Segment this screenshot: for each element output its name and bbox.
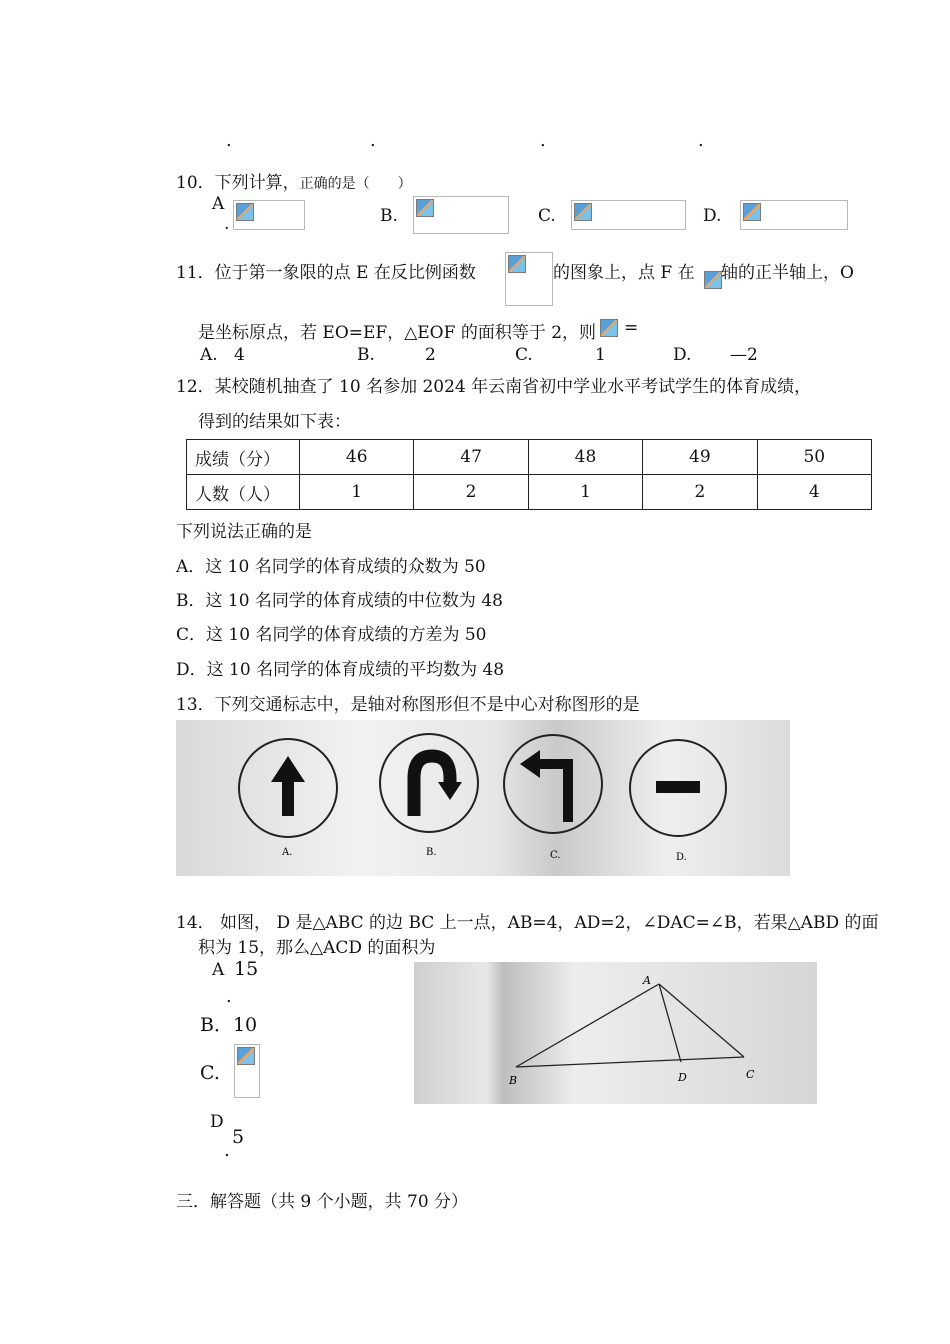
stray-dot: .: [540, 130, 546, 151]
q14-option-d-dot: .: [224, 1140, 230, 1161]
q14-option-c-label: C.: [200, 1062, 220, 1084]
sign-c-label: C.: [550, 850, 561, 861]
q11-option-c-label: C.: [515, 345, 533, 365]
broken-image-icon: [508, 255, 526, 273]
q12-choice-b: B．这 10 名同学的体育成绩的中位数为 48: [176, 591, 503, 611]
turn-left-sign-icon: [504, 735, 602, 833]
q14-line1: 14． 如图， D 是△ABC 的边 BC 上一点，AB=4，AD=2，∠DAC=∠B，若果△ABD 的面: [176, 913, 879, 933]
table-row: [187, 440, 872, 475]
sign-d-label: D.: [676, 852, 687, 863]
q11-function-image: [505, 252, 553, 306]
table-cell: 1: [300, 475, 414, 510]
stray-dot: .: [226, 130, 232, 151]
broken-image-icon: [600, 319, 618, 337]
table-cell: 1: [528, 475, 642, 510]
q13-stem: 13．下列交通标志中，是轴对称图形但不是中心对称图形的是: [176, 695, 640, 715]
table-row-header: 人数（人）: [187, 475, 300, 510]
q12-choice-d: D．这 10 名同学的体育成绩的平均数为 48: [176, 660, 505, 680]
q14-option-d-label: D: [210, 1112, 224, 1132]
sign-a-label: A.: [282, 847, 293, 858]
no-entry-sign-icon: [630, 740, 726, 836]
table-row: [187, 475, 872, 510]
q10-option-c-formula-image: [571, 200, 686, 230]
table-row-header: 成绩（分）: [187, 440, 300, 475]
q10-option-a-label: A: [212, 194, 225, 214]
q10-stem: 10．下列计算，正确的是（ ）: [176, 173, 412, 193]
vertex-d-label: D: [678, 1071, 687, 1084]
broken-image-icon: [743, 203, 761, 221]
q14-option-a-label: A: [212, 960, 225, 980]
u-turn-sign-icon: [380, 734, 478, 832]
q11-option-c-value: 1: [595, 345, 606, 365]
q10-option-c-label: C.: [538, 206, 556, 226]
q12-line1: 12．某校随机抽查了 10 名参加 2024 年云南省初中学业水平考试学生的体育成绩，: [176, 377, 812, 397]
q12-choice-a: A．这 10 名同学的体育成绩的众数为 50: [176, 557, 486, 577]
q11-line1-a: 11．位于第一象限的点 E 在反比例函数: [176, 263, 476, 283]
traffic-signs-figure: [176, 720, 790, 876]
q11-line1-b: 的图象上，点 F 在: [553, 263, 695, 283]
table-cell: 46: [300, 440, 414, 475]
sign-b-label: B.: [426, 847, 437, 858]
vertex-a-label: A: [643, 974, 651, 987]
q14-option-a-dot: .: [226, 986, 232, 1007]
table-cell: 4: [757, 475, 871, 510]
q11-line2-a: 是坐标原点，若 EO=EF，△EOF 的面积等于 2，则: [198, 323, 597, 343]
stray-dot: .: [370, 130, 376, 151]
q14-line2: 积为 15，那么△ACD 的面积为: [198, 938, 436, 958]
table-cell: 2: [414, 475, 528, 510]
q12-choice-c: C．这 10 名同学的体育成绩的方差为 50: [176, 625, 487, 645]
q11-option-a-value: 4: [234, 345, 245, 365]
q12-prompt: 下列说法正确的是: [176, 522, 312, 542]
q10-option-b-label: B.: [380, 206, 398, 226]
vertex-b-label: B: [509, 1074, 518, 1087]
broken-image-icon: [704, 271, 722, 289]
q11-line2-b: =: [624, 318, 639, 338]
q10-option-a-dot: .: [224, 214, 230, 234]
broken-image-icon: [237, 1047, 255, 1065]
q11-k-image: [597, 316, 619, 340]
q12-line2: 得到的结果如下表：: [198, 412, 351, 432]
q10-option-d-label: D.: [703, 206, 722, 226]
triangle-abc-figure: [414, 962, 817, 1104]
broken-image-icon: [574, 203, 592, 221]
q11-option-d-value: —2: [730, 345, 758, 365]
q10-option-b-formula-image: [413, 196, 509, 234]
table-cell: 47: [414, 440, 528, 475]
vertex-c-label: C: [746, 1068, 755, 1081]
table-cell: 48: [528, 440, 642, 475]
q14-option-a-value: 15: [234, 958, 259, 980]
table-cell: 2: [643, 475, 757, 510]
q11-option-b-label: B.: [357, 345, 375, 365]
q14-option-c-formula-image: [234, 1044, 260, 1098]
broken-image-icon: [236, 203, 254, 221]
stray-dot: .: [698, 130, 704, 151]
q10-option-d-formula-image: [740, 200, 848, 230]
table-cell: 50: [757, 440, 871, 475]
q11-line1-c: 轴的正半轴上，O: [721, 263, 854, 283]
section-3-heading: 三．解答题（共 9 个小题，共 70 分）: [176, 1192, 469, 1212]
score-table: [186, 439, 872, 510]
q11-axis-image: [701, 268, 723, 290]
q11-option-b-value: 2: [425, 345, 436, 365]
table-cell: 49: [643, 440, 757, 475]
triangle-figure-photo: [414, 962, 817, 1104]
q14-option-d-value: 5: [232, 1126, 245, 1148]
q11-option-a-label: A.: [200, 345, 218, 365]
traffic-signs-photo: [176, 720, 790, 876]
q14-option-b: B．10: [200, 1014, 258, 1036]
q11-option-d-label: D.: [673, 345, 692, 365]
straight-arrow-sign-icon: [239, 739, 337, 837]
broken-image-icon: [416, 199, 434, 217]
q10-option-a-formula-image: [233, 200, 305, 230]
